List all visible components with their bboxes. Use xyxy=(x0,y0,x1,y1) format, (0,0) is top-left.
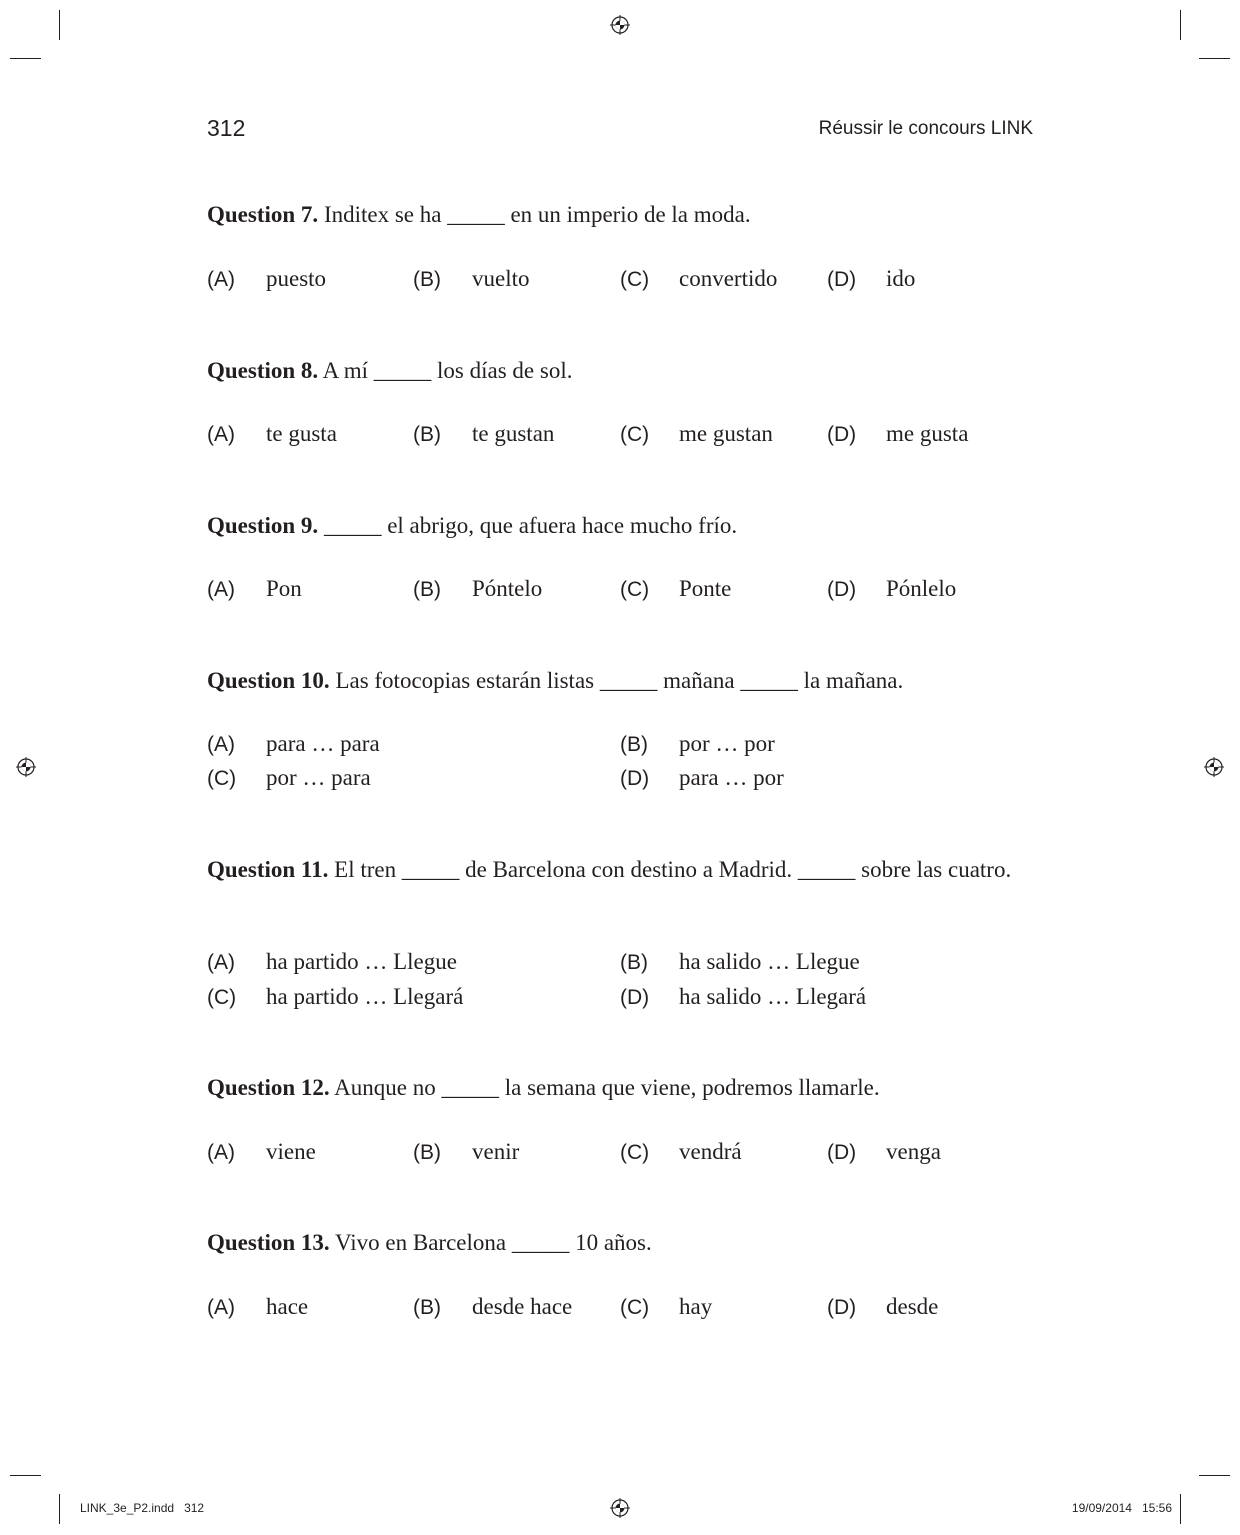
option-text: Pónlelo xyxy=(886,576,957,601)
option-letter: (B) xyxy=(413,1141,441,1164)
option-letter: (D) xyxy=(620,986,650,1009)
option-text: ha salido … Llegará xyxy=(679,984,867,1009)
option-text: Pon xyxy=(266,576,302,601)
registration-mark-icon xyxy=(1204,757,1224,777)
option-letter: (D) xyxy=(827,578,857,601)
option-c[interactable] xyxy=(620,419,773,449)
option-text: Ponte xyxy=(679,576,732,601)
running-head: Réussir le concours LINK xyxy=(818,118,1033,139)
option-letter: (A) xyxy=(207,951,235,974)
crop-mark xyxy=(10,58,41,59)
option-a[interactable] xyxy=(207,574,302,604)
question-number: Question 13. xyxy=(207,1230,330,1255)
option-letter: (A) xyxy=(207,1141,235,1164)
crop-mark xyxy=(59,10,60,40)
option-text: por … para xyxy=(266,765,371,790)
option-letter: (B) xyxy=(620,951,648,974)
option-letter: (D) xyxy=(827,268,857,291)
option-c[interactable] xyxy=(620,1137,742,1167)
print-timestamp: 19/09/2014 15:56 xyxy=(1071,1501,1172,1515)
option-text: desde xyxy=(886,1294,939,1319)
option-d[interactable] xyxy=(620,982,866,1012)
crop-mark xyxy=(59,1494,60,1524)
file-slug: LINK_3e_P2.indd 312 xyxy=(80,1501,205,1515)
option-d[interactable] xyxy=(827,1292,938,1322)
question-text: Las fotocopias estarán listas _____ mañana _____ la mañana. xyxy=(335,668,904,693)
crop-mark xyxy=(10,1475,41,1476)
option-text: te gusta xyxy=(266,421,337,446)
option-letter: (D) xyxy=(620,767,650,790)
option-b[interactable] xyxy=(620,729,775,759)
option-text: para … para xyxy=(266,731,380,756)
question-13 xyxy=(207,1228,1033,1257)
option-text: vendrá xyxy=(679,1139,742,1164)
option-d[interactable] xyxy=(827,419,968,449)
option-c[interactable] xyxy=(620,264,777,294)
option-text: te gustan xyxy=(472,421,555,446)
option-text: convertido xyxy=(679,266,778,291)
option-text: ha partido … Llegará xyxy=(266,984,464,1009)
question-text: El tren _____ de Barcelona con destino a Madrid. _____ sobre las cuatro. xyxy=(334,857,1012,882)
crop-mark xyxy=(1199,58,1230,59)
option-a[interactable] xyxy=(207,1292,308,1322)
question-text: Inditex se ha _____ en un imperio de la moda. xyxy=(323,202,751,227)
question-8 xyxy=(207,356,1033,385)
crop-mark xyxy=(1199,1475,1230,1476)
option-text: ha partido … Llegue xyxy=(266,949,457,974)
option-letter: (A) xyxy=(207,733,235,756)
option-letter: (A) xyxy=(207,423,235,446)
option-b[interactable] xyxy=(413,264,530,294)
question-number: Question 11. xyxy=(207,857,329,882)
option-c[interactable] xyxy=(620,1292,712,1322)
option-letter: (C) xyxy=(207,767,237,790)
option-text: venga xyxy=(886,1139,941,1164)
page-number: 312 xyxy=(207,115,246,141)
question-number: Question 12. xyxy=(207,1075,330,1100)
option-letter: (B) xyxy=(620,733,648,756)
option-letter: (C) xyxy=(207,986,237,1009)
option-text: vuelto xyxy=(472,266,530,291)
option-text: ido xyxy=(886,266,916,291)
question-number: Question 9. xyxy=(207,513,319,538)
option-letter: (B) xyxy=(413,423,441,446)
question-7 xyxy=(207,200,1033,229)
option-text: puesto xyxy=(266,266,327,291)
option-b[interactable] xyxy=(413,1292,572,1322)
option-letter: (B) xyxy=(413,1296,441,1319)
option-letter: (D) xyxy=(827,1296,857,1319)
option-c[interactable] xyxy=(207,982,463,1012)
option-d[interactable] xyxy=(827,264,915,294)
question-number: Question 10. xyxy=(207,668,330,693)
option-letter: (C) xyxy=(620,268,650,291)
question-11 xyxy=(207,855,1033,884)
question-9 xyxy=(207,511,1033,540)
option-c[interactable] xyxy=(207,763,371,793)
option-b[interactable] xyxy=(413,1137,519,1167)
option-letter: (B) xyxy=(413,268,441,291)
question-text: _____ el abrigo, que afuera hace mucho frío. xyxy=(323,513,738,538)
option-text: me gustan xyxy=(679,421,773,446)
option-text: para … por xyxy=(679,765,784,790)
option-a[interactable] xyxy=(207,1137,316,1167)
option-a[interactable] xyxy=(207,729,380,759)
question-text: Vivo en Barcelona _____ 10 años. xyxy=(335,1230,652,1255)
option-letter: (C) xyxy=(620,1141,650,1164)
option-text: me gusta xyxy=(886,421,969,446)
question-12 xyxy=(207,1073,1033,1102)
question-text: A mí _____ los días de sol. xyxy=(322,358,573,383)
option-letter: (C) xyxy=(620,578,650,601)
option-b[interactable] xyxy=(620,947,860,977)
option-text: venir xyxy=(472,1139,520,1164)
option-d[interactable] xyxy=(620,763,784,793)
option-a[interactable] xyxy=(207,419,337,449)
option-text: ha salido … Llegue xyxy=(679,949,860,974)
option-d[interactable] xyxy=(827,1137,941,1167)
option-text: viene xyxy=(266,1139,316,1164)
option-letter: (D) xyxy=(827,423,857,446)
option-b[interactable] xyxy=(413,574,542,604)
question-10 xyxy=(207,666,1033,695)
option-letter: (A) xyxy=(207,1296,235,1319)
option-text: Póntelo xyxy=(472,576,543,601)
registration-mark-icon xyxy=(610,1498,630,1518)
question-number: Question 8. xyxy=(207,358,319,383)
option-letter: (D) xyxy=(827,1141,857,1164)
option-d[interactable] xyxy=(827,574,956,604)
registration-mark-icon xyxy=(610,15,630,35)
option-c[interactable] xyxy=(620,574,731,604)
option-a[interactable] xyxy=(207,947,457,977)
crop-mark xyxy=(1180,10,1181,40)
question-number: Question 7. xyxy=(207,202,319,227)
option-letter: (A) xyxy=(207,578,235,601)
option-letter: (C) xyxy=(620,1296,650,1319)
option-letter: (C) xyxy=(620,423,650,446)
crop-mark xyxy=(1180,1494,1181,1524)
option-text: hay xyxy=(679,1294,713,1319)
option-letter: (A) xyxy=(207,268,235,291)
registration-mark-icon xyxy=(16,757,36,777)
option-text: por … por xyxy=(679,731,775,756)
option-a[interactable] xyxy=(207,264,326,294)
option-text: hace xyxy=(266,1294,309,1319)
option-letter: (B) xyxy=(413,578,441,601)
question-text: Aunque no _____ la semana que viene, podremos llamarle. xyxy=(334,1075,880,1100)
option-text: desde hace xyxy=(472,1294,573,1319)
option-b[interactable] xyxy=(413,419,554,449)
